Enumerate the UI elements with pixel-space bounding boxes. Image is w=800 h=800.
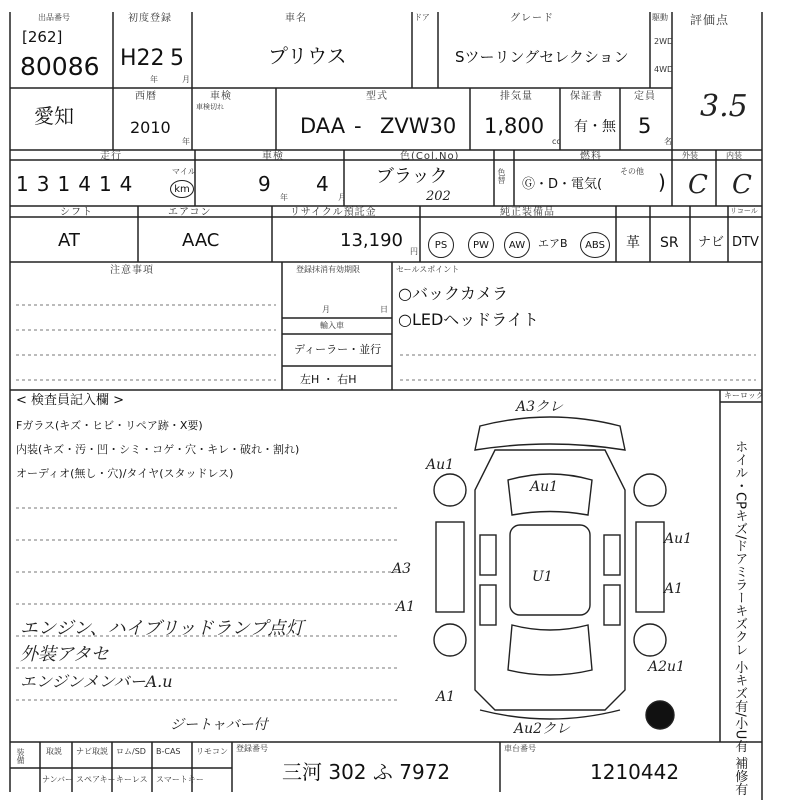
shaken-year-unit: 年 — [280, 193, 288, 202]
damage-mark: A3 — [392, 561, 412, 577]
model-type-code: ZVW30 — [380, 114, 457, 138]
displacement-unit: cc — [552, 137, 561, 146]
score: 3.5 — [700, 89, 748, 124]
handwritten-note: 外装アタセ — [20, 644, 109, 665]
capacity: 5 — [638, 114, 652, 138]
plate-label: 登録番号 — [236, 744, 268, 753]
inspector-section-label: < 検査員記入欄 > — [16, 393, 125, 408]
mileage-label: 走行 — [100, 151, 122, 162]
displacement: 1,800 — [484, 114, 545, 138]
model-year-label: 西暦 — [135, 91, 157, 102]
sales-point: ○バックカメラ — [398, 284, 508, 303]
mileage-digit: 3 — [36, 172, 50, 196]
mileage-digits — [16, 172, 132, 196]
first-registration-month: 5 — [170, 46, 184, 71]
first-registration-era: H22 — [120, 46, 165, 71]
capacity-label: 定員 — [634, 91, 656, 102]
lot-number-label: 出品番号 — [38, 13, 70, 22]
shift-label: シフト — [60, 207, 93, 218]
model-year: 2010 — [130, 118, 171, 137]
exterior-label: 外装 — [682, 151, 698, 160]
registration-month-label: 月 — [322, 305, 330, 314]
fuel-close: ) — [658, 170, 666, 194]
side-note: ホイル・CPキズ/ドアミラーキズクレ 小キズ有/小U有 補修有 — [732, 440, 748, 796]
bottom-label-navi-manual: ナビ取説 — [76, 747, 108, 756]
first-registration-month-unit: 月 — [182, 75, 190, 84]
inspection-note: 車検切れ — [196, 103, 224, 111]
first-registration-year-unit: 年 — [150, 75, 158, 84]
handwritten-note: エンジンメンバーA.u — [20, 672, 173, 691]
bottom-label-keyless: キーレス — [116, 775, 148, 784]
notes-label: 注意事項 — [110, 265, 154, 276]
damage-mark: A1 — [396, 599, 416, 615]
mileage-mile-unit: マイル — [172, 167, 196, 176]
chassis-label: 車台番号 — [504, 744, 536, 753]
keylock-label: キーロック — [724, 391, 764, 400]
equipment-airbag: エアB — [538, 237, 568, 250]
equipment-abs: ABS — [580, 232, 610, 258]
damage-mark: Au1 — [664, 531, 693, 547]
model-type-dash: - — [354, 114, 362, 138]
color-label: 色(Col.No) — [400, 151, 460, 162]
mileage-digit: 1 — [16, 172, 29, 196]
chassis-number: 1210442 — [590, 760, 680, 784]
sales-point: ○LEDヘッドライト — [398, 310, 539, 329]
inspector-line-glass: Fガラス(キズ・ヒビ・リペア跡・X要) — [16, 419, 203, 432]
bottom-label-bcas: B-CAS — [156, 747, 181, 756]
warranty: 有・無 — [574, 119, 616, 135]
equipment-dtv: DTV — [732, 235, 759, 250]
import-label: 輸入車 — [320, 321, 344, 330]
handwritten-note: エンジン、ハイブリッドランプ点灯 — [20, 618, 304, 639]
shift: AT — [58, 230, 80, 251]
aircon-label: エアコン — [168, 207, 212, 218]
warranty-label: 保証書 — [570, 91, 603, 102]
recycle-unit: 円 — [410, 247, 418, 256]
aircon: AAC — [182, 230, 220, 251]
plate-number: 三河 302 ふ 7972 — [282, 760, 451, 784]
sales-points-label: セールスポイント — [396, 265, 460, 274]
handwritten-note: ジートャバー付 — [170, 717, 268, 733]
lot-code: [262] — [22, 28, 63, 46]
damage-mark: U1 — [532, 569, 553, 585]
interior-label: 内装 — [726, 151, 742, 160]
displacement-label: 排気量 — [500, 91, 533, 102]
shaken-label: 車検 — [262, 151, 284, 162]
equipment-leather: 革 — [626, 235, 640, 251]
mileage-km-unit: km — [170, 180, 194, 198]
grade: Sツーリングセレクション — [455, 48, 629, 66]
location: 愛知 — [34, 104, 74, 128]
damage-mark: Au1 — [426, 457, 455, 473]
equipment-pw: PW — [468, 232, 494, 258]
lot-number: 80086 — [20, 52, 100, 81]
fuel-other-label: その他 — [620, 167, 644, 176]
model-year-unit: 年 — [182, 137, 190, 146]
first-registration-label: 初度登録 — [128, 13, 172, 24]
handle-side: 左H ・ 右H — [300, 373, 357, 386]
equipment-aw: AW — [504, 232, 530, 258]
score-label: 評価点 — [690, 13, 730, 27]
fuel-options: Ⓖ・D・電気( — [522, 177, 603, 192]
capacity-unit: 名 — [664, 137, 672, 146]
repaint-label: 色替 — [497, 168, 506, 184]
damage-mark: Au1 — [530, 479, 559, 495]
shaken-month: 4 — [316, 172, 329, 196]
drive-2wd: 2WD — [654, 37, 674, 46]
color-name: ブラック — [376, 166, 448, 187]
bottom-equipment-label: 装備 — [16, 748, 25, 764]
door-label: ドア — [414, 13, 430, 22]
bottom-label-remote: リモコン — [196, 747, 228, 756]
equipment-navi: ナビ — [698, 235, 725, 250]
damage-mark: A1 — [664, 581, 684, 597]
registration-deadline-label: 登録抹消有効期限 — [296, 265, 360, 274]
equipment-label: 純正装備品 — [500, 207, 555, 218]
model-type-prefix: DAA — [300, 114, 346, 138]
mileage-digit: 4 — [78, 172, 91, 196]
shaken-month-unit: 月 — [338, 193, 346, 202]
mileage-digit: 1 — [98, 172, 112, 196]
fuel-label: 燃料 — [580, 151, 602, 162]
inspection-label: 車検 — [210, 91, 232, 102]
damage-mark: A1 — [436, 689, 456, 705]
shaken-year: 9 — [258, 172, 271, 196]
car-name-label: 車名 — [285, 13, 307, 24]
registration-day-label: 日 — [380, 305, 388, 314]
equipment-ps: PS — [428, 232, 454, 258]
bottom-label-rom-sd: ロム/SD — [116, 747, 146, 756]
mileage-digit: 1 — [57, 172, 71, 196]
recycle-label: リサイクル預託金 — [290, 207, 377, 218]
inspector-line-audio-tire: オーディオ(無し・穴)/タイヤ(スタッドレス) — [16, 467, 234, 480]
bottom-label-plate: ナンバー — [42, 775, 74, 784]
equipment-sunroof: SR — [660, 235, 679, 251]
damage-mark: A2u1 — [648, 659, 685, 675]
drive-4wd: 4WD — [654, 65, 674, 74]
bottom-label-manual: 取説 — [46, 747, 62, 756]
recycle-fee: 13,190 — [340, 230, 403, 251]
type-label: 型式 — [366, 91, 388, 102]
inspector-line-interior: 内装(キズ・汚・凹・シミ・コゲ・穴・キレ・破れ・割れ) — [16, 443, 300, 456]
car-name: プリウス — [268, 44, 347, 68]
recall-label: リコール — [730, 207, 758, 215]
damage-mark: A3クレ — [516, 399, 564, 415]
interior-grade: C — [732, 170, 752, 200]
damage-mark: Au2クレ — [514, 721, 571, 737]
bottom-label-smart-key: スマートキー — [156, 775, 204, 784]
grade-label: グレード — [510, 13, 554, 24]
exterior-grade: C — [688, 170, 708, 200]
bottom-label-spare-key: スペアキー — [76, 775, 116, 784]
dealer-parallel: ディーラー・並行 — [294, 343, 382, 356]
drive-label: 駆動 — [652, 13, 668, 22]
mileage-digit: 4 — [119, 172, 133, 196]
color-code: 202 — [426, 189, 451, 204]
